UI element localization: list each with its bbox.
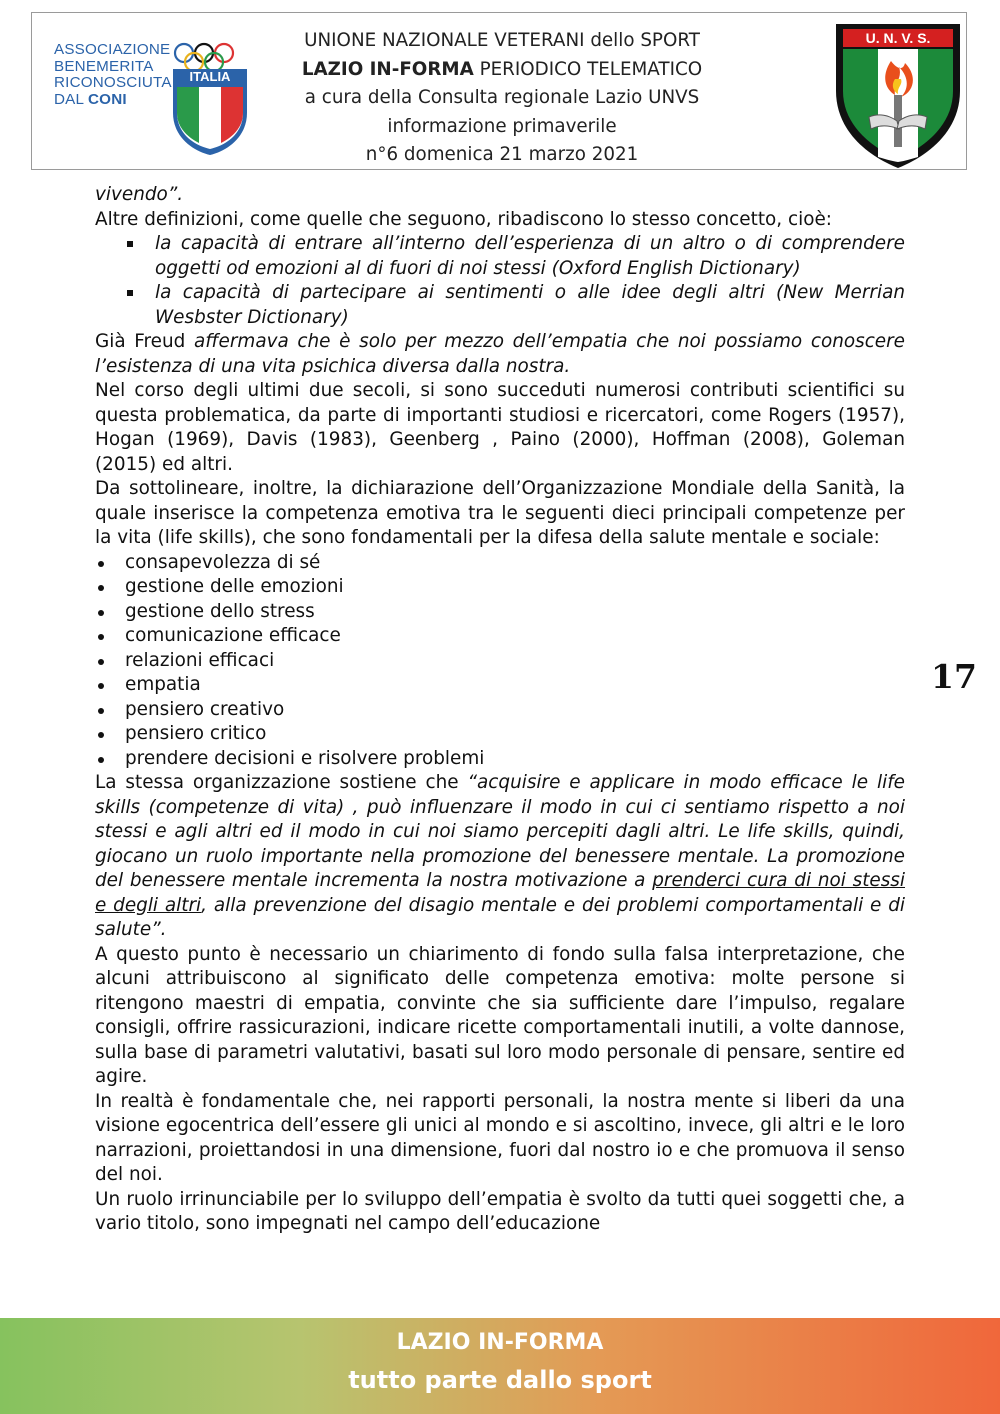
paragraph-8: In realtà è fondamentale che, nei rapporti personali, la nostra mente si liberi da una visione egocentrica dell’essere gli unici al mondo e si ascoltino, invece, gli altri e le loro narrazioni, proiettandosi in una dimensione, fuori dal nostro io e che promuova il senso del noi. [95, 1090, 905, 1185]
assoc-coni: CONI [88, 90, 127, 108]
article-body [95, 183, 905, 1237]
list-item: gestione delle emozioni [95, 575, 905, 600]
footer-tagline: tutto parte dallo sport [348, 1366, 652, 1394]
paragraph-3-lead: Già Freud [95, 331, 194, 352]
page-header [31, 12, 967, 170]
coni-association-logo [46, 41, 256, 159]
life-skills-list [95, 551, 905, 772]
paragraph-3-quote: affermava che è solo per mezzo dell’empatia che noi possiamo conoscere l’esistenza di una vita psichica diversa dalla nostra. [95, 331, 905, 377]
header-line-5: n°6 domenica 21 marzo 2021 [365, 144, 639, 166]
list-item: consapevolezza di sé [95, 551, 905, 576]
unvs-shield-logo [833, 21, 963, 171]
header-line-3: a cura della Consulta regionale Lazio UNVS [304, 87, 700, 109]
page-footer [0, 1318, 1000, 1414]
header-line-2-rest: PERIODICO TELEMATICO [473, 58, 703, 80]
paragraph-1: vivendo”. [95, 184, 184, 205]
header-line-2 [242, 56, 762, 85]
assoc-line-2: BENEMERITA [54, 57, 154, 75]
definition-item: la capacità di partecipare ai sentimenti o alle idee degli altri (New Merrian Wesbster Dictionary) [95, 281, 905, 330]
assoc-line-4 [54, 92, 182, 109]
list-item: prendere decisioni e risolvere problemi [95, 747, 905, 772]
paragraph-6-quote-end: , alla prevenzione del disagio mentale e dei problemi comportamentali e di salute”. [95, 894, 905, 940]
definition-item: la capacità di entrare all’interno dell’esperienza di un altro o di comprendere oggetti od emozioni al di fuori di noi stessi (Oxford English Dictionary) [95, 232, 905, 281]
paragraph-2: Altre definizioni, come quelle che seguono, ribadiscono lo stesso concetto, cioè: [95, 208, 832, 230]
page-number: 17 [931, 657, 977, 696]
paragraph-7: A questo punto è necessario un chiarimento di fondo sulla falsa interpretazione, che alcuni attribuiscono al significato delle competenza emotiva: molte persone si ritengono maestri di empatia, convinte che sia sufficiente dare l’impulso, regalare consigli, offrire rassicurazioni, indicare ricette comportamentali inutili, a volte dannose, sulla base di parametri valutativi, basati sul loro modo personale di pensare, sentire ed agire. [95, 943, 905, 1087]
assoc-line-1: ASSOCIAZIONE [54, 41, 171, 58]
paragraph-6-quote: “acquisire e applicare in modo efficace le life skills (competenze di vita) , può influenzare il modo in cui ci sentiamo rispetto a noi stessi e agli altri ed il modo in cui noi siamo percepiti dagli altri. Le life skills, quindi, giocano un ruolo importante nella promozione del benessere mentale. La promozione del benessere mentale incrementa la nostra motivazione a [95, 772, 905, 891]
assoc-line-3: RICONOSCIUTA [54, 74, 172, 91]
footer-title: LAZIO IN-FORMA [396, 1330, 604, 1355]
header-line-4: informazione primaverile [387, 115, 617, 137]
header-line-2-bold: LAZIO IN-FORMA [301, 58, 474, 80]
list-item: pensiero critico [95, 722, 905, 747]
paragraph-6-lead: La stessa organizzazione sostiene che [95, 772, 468, 793]
header-title-block [242, 27, 762, 170]
paragraph-5: Da sottolineare, inoltre, la dichiarazione dell’Organizzazione Mondiale della Sanità, la quale inserisce la competenza emotiva tra le seguenti dieci principali competenze per la vita (life skills), che sono fondamentali per la difesa della salute mentale e sociale: [95, 478, 905, 548]
paragraph-6 [95, 771, 905, 943]
list-item: comunicazione efficace [95, 624, 905, 649]
association-text [54, 42, 182, 108]
definitions-list [95, 232, 905, 330]
paragraph-6-underlined: prenderci cura di noi stessi e degli altri [95, 870, 905, 916]
paragraph-3 [95, 330, 905, 379]
list-item: pensiero creativo [95, 698, 905, 723]
assoc-dal: DAL [54, 90, 84, 108]
list-item: gestione dello stress [95, 600, 905, 625]
list-item: empatia [95, 673, 905, 698]
italia-label: ITALIA [189, 69, 231, 84]
header-line-1: UNIONE NAZIONALE VETERANI dello SPORT [304, 30, 700, 51]
paragraph-9: Un ruolo irrinunciabile per lo sviluppo dell’empatia è svolto da tutti quei soggetti che, a vario titolo, sono impegnati nel campo dell’educazione [95, 1188, 905, 1234]
paragraph-4: Nel corso degli ultimi due secoli, si sono succeduti numerosi contributi scientifici su questa problematica, da parte di importanti studiosi e ricercatori, come Rogers (1957), Hogan (1969), Davis (1983), Geenberg , Paino (2000), Hoffman (2008), Goleman (2015) ed altri. [95, 380, 905, 475]
unvs-label: U. N. V. S. [865, 30, 931, 46]
list-item: relazioni efficaci [95, 649, 905, 674]
